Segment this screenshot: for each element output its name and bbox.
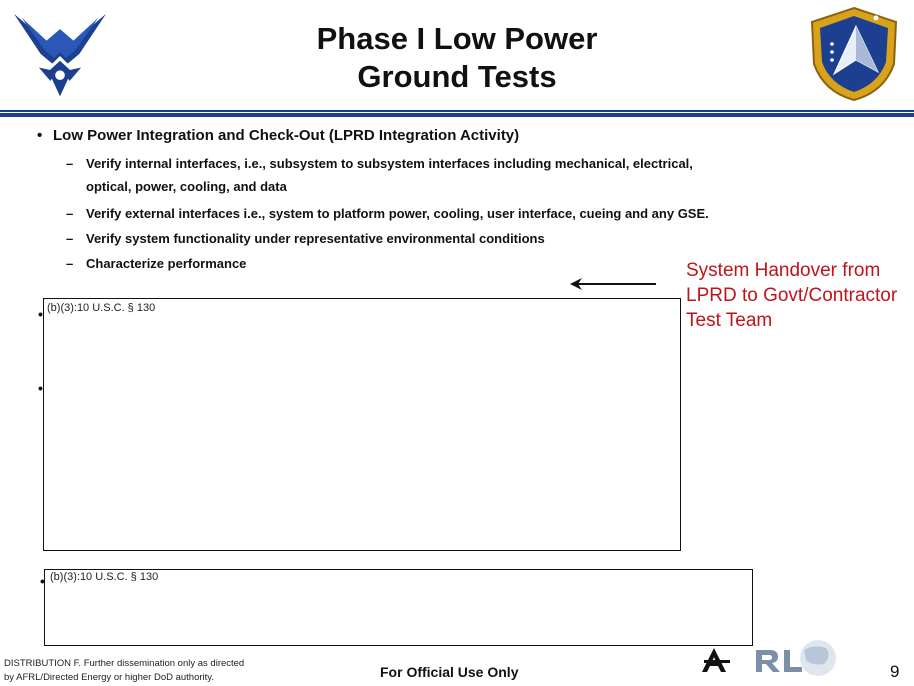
sub-bullet-dash: – — [66, 156, 74, 171]
redacted-block-1 — [43, 298, 681, 551]
bullet-dot: • — [37, 127, 43, 144]
handover-line-1: System Handover from — [686, 260, 881, 281]
fouo-marking: For Official Use Only — [380, 664, 519, 680]
sub-bullet-dash: – — [66, 256, 74, 271]
title-line-1: Phase I Low Power — [316, 21, 598, 56]
sub-bullet-text-continued: optical, power, cooling, and data — [86, 179, 287, 194]
header-rule-thick — [0, 113, 914, 117]
sub-bullet-text: Characterize performance — [86, 256, 247, 271]
distribution-statement — [4, 657, 244, 685]
left-arrow-icon — [568, 276, 658, 292]
redaction-label-1: (b)(3):10 U.S.C. § 130 — [47, 302, 156, 314]
title-line-2: Ground Tests — [357, 59, 557, 94]
bullet-dot: • — [38, 306, 43, 322]
page-number: 9 — [890, 662, 900, 681]
header-rule-thin — [0, 110, 914, 112]
sub-bullet-dash: – — [66, 231, 74, 246]
sub-bullet-internal — [66, 155, 693, 196]
afrl-seal-logo — [804, 4, 904, 104]
sub-bullet-text: Verify internal interfaces, i.e., subsystem to subsystem interfaces including mechanical, electrical, — [86, 156, 693, 171]
handover-line-3: Test Team — [686, 310, 773, 331]
sub-bullet-dash: – — [66, 206, 74, 221]
afrl-footer-logo — [700, 636, 850, 682]
bullet-dot: • — [40, 573, 45, 589]
sub-bullet-text: Verify external interfaces i.e., system to platform power, cooling, user interface, cueing and any GSE. — [86, 206, 709, 221]
distribution-line-2: by AFRL/Directed Energy or higher DoD authority. — [4, 672, 214, 683]
handover-line-2: LPRD to Govt/Contractor — [686, 285, 898, 306]
page-title — [240, 20, 674, 96]
sub-bullet-external — [66, 205, 709, 223]
distribution-line-1: DISTRIBUTION F. Further dissemination only as directed — [4, 658, 245, 669]
main-bullet — [37, 127, 519, 144]
sub-bullet-functionality — [66, 230, 545, 248]
main-bullet-text: Integration and Check-Out (LPRD Integration Activity) — [132, 127, 520, 144]
main-bullet-bold: Low Power — [53, 127, 133, 144]
sub-bullet-text: Verify system functionality under representative environmental conditions — [86, 231, 545, 246]
handover-note — [686, 258, 897, 333]
sub-bullet-performance — [66, 255, 246, 273]
air-force-wings-logo — [12, 8, 108, 104]
bullet-dot: • — [38, 380, 43, 396]
redaction-label-2: (b)(3):10 U.S.C. § 130 — [50, 571, 159, 583]
